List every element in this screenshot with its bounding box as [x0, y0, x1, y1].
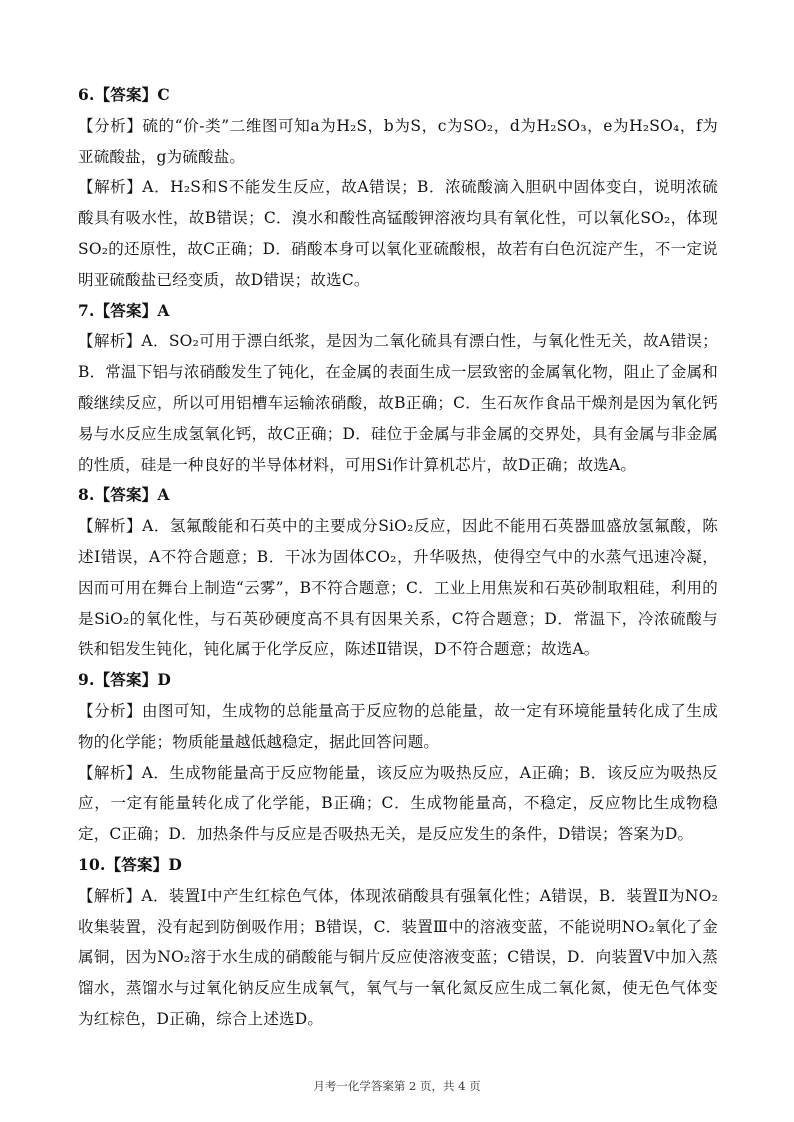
page-footer: 月考一化学答案第 2 页，共 4 页 — [313, 1079, 481, 1093]
answer-10-heading: 10.【答案】D — [78, 854, 183, 874]
answer-8-explanation: 【解析】A．氢氟酸能和石英中的主要成分SiO₂反应，因此不能用石英器皿盛放氢氟酸，陈述Ⅰ错误，A不符合题意；B．干冰为固体CO₂，升华吸热，使得空气中的水蒸气迅速冷凝，因而可用在舞台上制造“云雾”，B不符合题意；C．工业上用焦炭和石英砂制取粗硅，利用的是SiO₂的氧化性，与石英砂硬度高不具有因果关系，C符合题意；D．常温下，冷浓硫酸与铁和铝发生钝化，钝化属于化学反应，陈述Ⅱ错误，D不符合题意；故选A。 — [78, 517, 718, 659]
answer-7-explanation: 【解析】A．SO₂可用于漂白纸浆，是因为二氧化硫具有漂白性，与氧化性无关，故A错误；B．常温下铝与浓硝酸发生了钝化，在金属的表面生成一层致密的金属氧化物，阻止了金属和酸继续反应，所以可用铝槽车运输浓硝酸，故B正确；C．生石灰作食品干燥剂是因为氧化钙易与水反应生成氢氧化钙，故C正确；D．硅位于金属与非金属的交界处，具有金属与非金属的性质，硅是一种良好的半导体材料，可用Si作计算机芯片，故D正确；故选A。 — [78, 332, 718, 474]
answer-8-heading: 8.【答案】A — [78, 485, 170, 505]
answer-6-heading: 6.【答案】C — [78, 85, 170, 104]
answer-7-heading: 7.【答案】A — [78, 300, 170, 320]
answer-9-heading: 9.【答案】D — [78, 670, 172, 690]
answer-6-analysis: 【分析】硫的“价-类”二维图可知a为H₂S，b为S，c为SO₂，d为H₂SO₃，e为H₂SO₄，f为亚硫酸盐，g为硫酸盐。 — [78, 116, 718, 166]
answer-9-analysis: 【分析】由图可知，生成物的总能量高于反应物的总能量，故一定有环境能量转化成了生成物的化学能；物质能量越低越稳定，据此回答问题。 — [78, 701, 718, 751]
answer-9-explanation: 【解析】A．生成物能量高于反应物能量，该反应为吸热反应，A正确；B．该反应为吸热反应，一定有能量转化成了化学能，B正确；C．生成物能量高，不稳定，反应物比生成物稳定，C正确；D．加热条件与反应是否吸热无关，是反应发生的条件，D错误；答案为D。 — [78, 763, 718, 844]
answer-page — [78, 80, 718, 1035]
answer-6-explanation: 【解析】A．H₂S和S不能发生反应，故A错误；B．浓硫酸滴入胆矾中固体变白，说明浓硫酸具有吸水性，故B错误；C．溴水和酸性高锰酸钾溶液均具有氧化性，可以氧化SO₂，体现SO₂的还原性，故C正确；D．硝酸本身可以氧化亚硫酸根，故若有白色沉淀产生，不一定说明亚硫酸盐已经变质，故D错误；故选C。 — [78, 178, 718, 289]
answer-10-explanation: 【解析】A．装置Ⅰ中产生红棕色气体，体现浓硝酸具有强氧化性；A错误，B．装置Ⅱ为NO₂收集装置，没有起到防倒吸作用；B错误，C．装置Ⅲ中的溶液变蓝，不能说明NO₂氧化了金属铜，因为NO₂溶于水生成的硝酸能与铜片反应使溶液变蓝；C错误，D．向装置V中加入蒸馏水，蒸馏水与过氧化钠反应生成氧气，氧气与一氧化氮反应生成二氧化氮，使无色气体变为红棕色，D正确，综合上述选D。 — [78, 886, 718, 1028]
